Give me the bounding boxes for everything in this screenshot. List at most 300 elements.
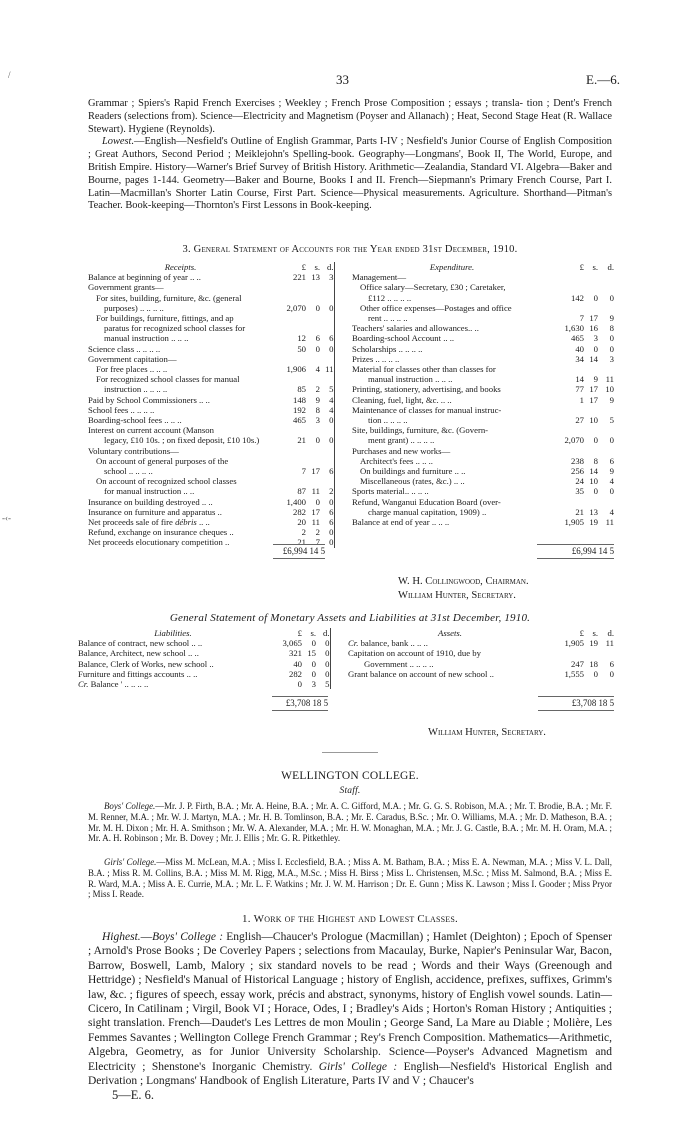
rule [273, 544, 325, 545]
row-label: Refund, exchange on insurance cheques .. [88, 527, 234, 538]
amount-s: 7 [315, 537, 320, 548]
amount-l [552, 497, 584, 507]
amount-l [273, 282, 306, 292]
amount-d [320, 456, 334, 466]
row-label: Voluntary contributions— [88, 445, 179, 456]
amount-l: 40 [293, 658, 302, 669]
account-row [352, 272, 614, 282]
amount-s: 14 [589, 353, 598, 364]
amount-d: 11 [605, 374, 614, 385]
amount-s: 0 [593, 435, 598, 446]
row-label: Interest on current account (Manson [88, 425, 214, 436]
row-label: Government .. .. .. .. [364, 658, 434, 669]
amount-s [306, 476, 320, 486]
amount-l: 1,906 [286, 364, 306, 375]
amount-s: 0 [311, 668, 316, 679]
row-label: On account of recognized school classes [96, 476, 237, 487]
row-label: rent .. .. .. .. [368, 313, 408, 324]
amount-s: 2 [315, 527, 320, 538]
amount-l: 85 [297, 384, 306, 395]
chairman-signature: W. H. Collingwood, Chairman. [398, 576, 529, 587]
amount-l: 14 [575, 374, 584, 385]
account-row [88, 527, 350, 537]
row-label: School fees .. .. .. .. [88, 404, 155, 415]
amount-l: 21 [297, 435, 306, 446]
amount-d: 11 [320, 364, 334, 374]
amount-s: 11 [311, 517, 320, 528]
amount-d [598, 272, 614, 282]
row-label: tion .. .. .. .. [368, 415, 408, 426]
amount-l: 50 [297, 343, 306, 354]
amount-l [273, 425, 306, 435]
row-label: Cr. balance, bank .. .. .. [348, 638, 428, 649]
amount-s [306, 323, 320, 333]
amount-s [584, 446, 598, 456]
amount-s [584, 364, 598, 374]
amount-d [598, 648, 614, 658]
amount-l: 142 [570, 292, 584, 303]
row-label: On account of general purposes of the [96, 455, 229, 466]
amount-d [320, 354, 334, 364]
amount-l [552, 303, 584, 313]
amount-l: 1,905 [564, 638, 584, 649]
amount-d: 6 [320, 507, 334, 517]
amount-l [552, 282, 584, 292]
amount-s: 0 [593, 343, 598, 354]
amount-d [320, 323, 334, 333]
amount-l [552, 405, 584, 415]
amount-l: 1,400 [286, 496, 306, 507]
amount-d: 4 [609, 506, 614, 517]
amount-d: 0 [316, 659, 330, 669]
margin-mark: -‹- [2, 513, 11, 523]
account-row [88, 466, 350, 476]
girls-staff: Girls' College.—Miss M. McLean, M.A. ; Miss I. Ecclesfield, B.A. ; Miss A. M. Batham, B.A. ; Miss E. A. Newman, M.A. ; Miss V. L. Dall, B.A. ; Miss R. M. Collins, B.A. ; Miss M. M. Rigg, M.A., M.Sc. ; Miss H. Birss ; Miss L. Christensen, M.Sc. ; Miss M. Salmond, B.A. ; Miss E. R. Ward, M.A. ; Miss A. E. Currie, M.A. ; Mr. L. F. Watkins ; Mr. J. W. M. Harrison ; Dr. E. Gunn ; Miss K. Lawson ; Miss I. Gooder ; Miss Pryor ; Miss I. Reade. [88, 857, 612, 900]
account-row [88, 323, 350, 333]
account-row [352, 497, 614, 507]
row-label: ment grant) .. .. .. .. [368, 435, 435, 446]
row-label: manual instruction .. .. .. [368, 374, 453, 385]
row-label: Government capitation— [88, 353, 177, 364]
amount-s: 10 [589, 476, 598, 487]
amount-l: 2,070 [286, 302, 306, 313]
amount-s: 13 [311, 272, 320, 283]
account-row [88, 446, 350, 456]
amount-d: 11 [605, 517, 614, 528]
amount-l [273, 446, 306, 456]
account-row [88, 354, 350, 364]
amount-s: 6 [315, 333, 320, 344]
amount-s: 14 [589, 466, 598, 477]
account-row [88, 313, 350, 323]
amount-l: 24 [575, 476, 584, 487]
row-label: Boarding-school Account .. .. [352, 333, 455, 344]
amount-s [306, 282, 320, 292]
amount-d: 9 [609, 313, 614, 324]
amount-d: 0 [320, 527, 334, 537]
account-row [352, 313, 614, 323]
account-row [352, 354, 614, 364]
boys-staff: Boys' College.—Mr. J. P. Firth, B.A. ; Mr. A. Heine, B.A. ; Mr. A. C. Gifford, M.A. ; Mr. G. G. S. Robison, M.A. ; Mr. T. Brodie, B.A. ; Mr. F. M. Renner, M.A. ; Mr. W. J. Martyn, M.A. ; Mr. H. B. Tomlinson, B.A. ; Mr. E. Caradus, B.Sc. ; Mr. O. Williams, M.A. ; Mr. D. Matheson, B.A. ; Mr. M. H. Dixon ; Mr. H. A. Smithson ; Mr. W. A. Alexander, M.A. ; Mr. H. W. Monaghan, M.A. ; Mr. J. G. Castle, B.A. ; Mr. M. H. Oram, M.A. ; Mr. A. H. Robinson ; Mr. B. Dovey ; Mr. J. Ellis ; Mr. G. R. Pitkethley. [88, 801, 612, 844]
row-label: Teachers' salaries and allowances.. .. [352, 323, 479, 334]
rule [537, 558, 614, 559]
account-row [352, 374, 614, 384]
amount-s: 0 [593, 668, 598, 679]
amount-l [273, 313, 306, 323]
row-label: Science class .. .. .. .. [88, 343, 161, 354]
account-row [352, 303, 614, 313]
amount-d [598, 282, 614, 292]
amount-d: 0 [609, 333, 614, 344]
amount-l: 2,070 [564, 435, 584, 446]
amount-d: 11 [605, 638, 614, 649]
amount-d: 0 [320, 497, 334, 507]
amount-s [306, 313, 320, 323]
amount-l [273, 354, 306, 364]
amount-d [320, 374, 334, 384]
amount-s: 0 [315, 302, 320, 313]
amount-d [320, 282, 334, 292]
amount-d: 4 [320, 395, 334, 405]
amount-s: 0 [311, 658, 316, 669]
amount-d: 6 [320, 466, 334, 476]
rule [272, 696, 328, 697]
row-label: Miscellaneous (rates, &c.) .. .. [360, 476, 465, 487]
row-label: Scholarships .. .. .. .. [352, 343, 423, 354]
account-row [352, 415, 614, 425]
row-label: school .. .. .. .. [104, 466, 153, 477]
amount-l: 20 [297, 517, 306, 528]
assets-total: £3,708 18 5 [571, 698, 614, 708]
amount-l [552, 446, 584, 456]
college-title: WELLINGTON COLLEGE. [281, 770, 419, 782]
amount-d: 0 [316, 638, 330, 648]
accounts-heading: 3. General Statement of Accounts for the Year ended 31st December, 1910. [182, 244, 518, 255]
account-row [352, 486, 614, 496]
amount-s: 15 [307, 648, 316, 659]
amount-l [552, 272, 584, 282]
amount-d: 6 [320, 517, 334, 527]
amount-d: 5 [316, 679, 330, 689]
row-label: Balance, Clerk of Works, new school .. [78, 658, 214, 669]
rule [537, 544, 614, 545]
rule [538, 696, 614, 697]
amount-d: 0 [609, 343, 614, 354]
account-row [88, 374, 350, 384]
amount-d: 0 [609, 435, 614, 446]
account-row [352, 344, 614, 354]
row-label: Insurance on furniture and apparatus .. [88, 506, 222, 517]
row-label: Net proceeds sale of fire débris .. .. [88, 517, 210, 528]
row-label: manual instruction .. .. .. [104, 333, 189, 344]
amount-d: 6 [609, 658, 614, 669]
amount-d: 0 [316, 648, 330, 658]
amount-s: 3 [311, 679, 316, 690]
expenditure-table: Expenditure. £ s. d. Management— Office salary—Secretary, £30 ; Caretaker, £112 .. .. .. .. 142 0 0 Other office expenses—Postages and office rent .. .. .. .. 7 17 9 Teachers' salaries and allowances.. .. 1,630 16 8 Boarding-school Account .. .. 465 3 0 Scholarships .. .. .. .. 40 0 0 Prizes .. .. .. .. 34 14 3 Material for classes other than classes for manual instruction .. .. .. 14 9 11 Printing, stationery, advertising, and books 77 17 10 Cleaning, fuel, light, &c. .. .. 1 17 9 Maintenance of classes for manual instruc- tion .. .. .. .. 27 10 5 Site, buildings, furniture, &c. (Govern- ment grant) .. .. .. .. 2,070 0 0 Purchases and new works— Architect's fees .. .. .. 238 8 6 On buildings and furniture .. .. 256 14 9 Miscellaneous (rates, &c.) .. .. 24 10 4 Sports material.. .. .. .. 35 0 0 Refund, Wanganui Education Board (over- charge manual capitation, 1909) .. 21 13 4 Balance at end of year .. .. .. 1,905 19 11 [352, 262, 614, 528]
account-row [88, 415, 350, 425]
amount-s: 3 [315, 415, 320, 426]
account-row [88, 272, 350, 282]
amount-d: 4 [320, 405, 334, 415]
row-label: On buildings and furniture .. .. [360, 466, 466, 477]
amount-s: 8 [593, 455, 598, 466]
amount-s [584, 272, 598, 282]
amount-s: 18 [589, 658, 598, 669]
row-label: Cleaning, fuel, light, &c. .. .. [352, 394, 452, 405]
amount-l: 27 [575, 415, 584, 426]
amount-s: 17 [589, 384, 598, 395]
account-row [88, 507, 350, 517]
amount-d: 4 [609, 476, 614, 487]
amount-s: 17 [311, 506, 320, 517]
account-row [348, 669, 614, 679]
amount-l: 35 [575, 486, 584, 497]
amount-s [306, 446, 320, 456]
amount-d: 0 [609, 668, 614, 679]
amount-s: 4 [315, 364, 320, 375]
account-row [352, 456, 614, 466]
amount-l: 7 [579, 313, 584, 324]
amount-s: 0 [315, 496, 320, 507]
row-label: legacy, £10 10s. ; on fixed deposit, £10 10s.) [104, 435, 260, 446]
row-label: Office salary—Secretary, £30 ; Caretaker, [360, 282, 506, 293]
amount-s: 9 [315, 394, 320, 405]
amount-d: 9 [609, 394, 614, 405]
amount-d: 0 [316, 669, 330, 679]
row-label: Boarding-school fees .. .. .. [88, 415, 182, 426]
row-label: £112 .. .. .. .. [368, 292, 412, 303]
row-label: instruction .. .. .. .. [104, 384, 168, 395]
amount-s [306, 456, 320, 466]
row-label: For buildings, furniture, fittings, and ap [96, 313, 234, 324]
row-label: Purchases and new works— [352, 445, 451, 456]
account-row [88, 425, 350, 435]
amount-d: 0 [609, 486, 614, 497]
row-label: Material for classes other than classes for [352, 364, 496, 375]
row-label: Refund, Wanganui Education Board (over- [352, 496, 501, 507]
account-row [88, 293, 350, 303]
amount-l: 7 [301, 466, 306, 477]
account-row [78, 648, 346, 658]
liabilities-table: Liabilities. £ s. d. Balance of contract, new school .. .. 3,065 0 0 Balance, Architect, new school .. .. 321 15 0 Balance, Clerk of Works, new school .. 40 0 0 Furniture and fittings accounts .. .. 282 0 0 Cr. Balance ' .. .. .. .. 0 3 5 [78, 628, 346, 689]
account-row [88, 384, 350, 394]
account-row [352, 384, 614, 394]
assets-heading: General Statement of Monetary Assets and Liabilities at 31st December, 1910. [169, 612, 531, 624]
page-footer: 5—E. 6. [112, 1088, 155, 1102]
account-row [352, 466, 614, 476]
rule [538, 710, 614, 711]
amount-l: 148 [292, 394, 306, 405]
amount-s: 0 [593, 292, 598, 303]
account-row [78, 638, 346, 648]
account-row [88, 395, 350, 405]
row-label: Balance at end of year .. .. .. [352, 517, 450, 528]
amount-s: 3 [593, 333, 598, 344]
row-label: Government grants— [88, 282, 164, 293]
account-row [88, 303, 350, 313]
amount-s: 2 [315, 384, 320, 395]
account-row [352, 395, 614, 405]
amount-d [598, 303, 614, 313]
amount-d [598, 405, 614, 415]
account-row [352, 282, 614, 292]
amount-d [598, 497, 614, 507]
amount-d: 9 [609, 466, 614, 477]
margin-mark: / [8, 70, 11, 80]
row-label: Furniture and fittings accounts .. .. [78, 668, 198, 679]
row-label: Grant balance on account of new school .. [348, 668, 494, 679]
account-row [88, 344, 350, 354]
amount-s [306, 293, 320, 303]
amount-l: 1,555 [564, 668, 584, 679]
amount-d [598, 446, 614, 456]
amount-l [273, 456, 306, 466]
amount-s [584, 405, 598, 415]
row-label: For sites, building, furniture, &c. (general [96, 292, 242, 303]
amount-s: 17 [589, 394, 598, 405]
amount-d: 5 [320, 384, 334, 394]
account-row [352, 333, 614, 343]
staff-label: Staff. [339, 786, 361, 796]
amount-d: 6 [609, 455, 614, 466]
row-label: For recognized school classes for manual [96, 374, 240, 385]
amount-s [584, 497, 598, 507]
amount-d [320, 476, 334, 486]
lowest-label: Lowest. [102, 136, 135, 148]
amount-l [273, 476, 306, 486]
amount-s [584, 648, 598, 658]
account-row [352, 476, 614, 486]
amount-s [306, 425, 320, 435]
amount-l: 1 [579, 394, 584, 405]
rule [272, 710, 328, 711]
account-row [78, 669, 346, 679]
amount-s: 19 [589, 517, 598, 528]
amount-s: 0 [315, 343, 320, 354]
amount-s: 8 [315, 404, 320, 415]
amount-d [320, 425, 334, 435]
amount-l [273, 293, 306, 303]
account-row [88, 282, 350, 292]
amount-s: 0 [315, 435, 320, 446]
account-row [352, 446, 614, 456]
row-label: Capitation on account of 1910, due by [348, 648, 481, 659]
account-row [88, 456, 350, 466]
row-label: Paid by School Commissioners .. .. [88, 394, 210, 405]
amount-l: 465 [570, 333, 584, 344]
row-label: Architect's fees .. .. .. [360, 455, 433, 466]
amount-s [306, 354, 320, 364]
amount-s: 0 [311, 638, 316, 649]
row-label: charge manual capitation, 1909) .. [368, 506, 487, 517]
amount-d: 3 [609, 353, 614, 364]
amount-l [273, 323, 306, 333]
amount-l: 256 [570, 466, 584, 477]
amount-l: 321 [288, 648, 302, 659]
account-row [88, 364, 350, 374]
account-row [88, 435, 350, 445]
amount-d: 8 [609, 323, 614, 334]
liabilities-total: £3,708 18 5 [285, 698, 328, 708]
amount-d: 3 [320, 272, 334, 282]
amount-l: 34 [575, 353, 584, 364]
account-row [88, 333, 350, 343]
amount-l: 282 [288, 668, 302, 679]
account-row [88, 517, 350, 527]
amount-d: 2 [320, 486, 334, 496]
page-header [0, 72, 700, 88]
amount-s: 10 [589, 415, 598, 426]
account-row [352, 507, 614, 517]
row-label: Other office expenses—Postages and office [360, 302, 512, 313]
row-label: Balance at beginning of year .. .. [88, 272, 201, 283]
amount-d: 0 [320, 415, 334, 425]
work-heading: 1. Work of the Highest and Lowest Classes. [242, 913, 458, 925]
amount-l: 12 [297, 333, 306, 344]
top-paragraph: Grammar ; Spiers's Rapid French Exercises ; Weekley ; French Prose Composition ; essays ; transla- tion ; Dent's French Readers (selections from). Science—Electricity and Magnetism (Poyser and Allanach) ; Heat, Second Stage Heat (R. Wallace Stewart). Hygiene (Reynolds). Lowest.—English—Nesfield's Outline of English Grammar, Parts I-IV ; Nesfield's Junior Course of English Composition ; Great Authors, Second Period ; Meiklejohn's Spelling-book. Geography—Longmans', Book II, The World, Europe, and British Empire. History—Warner's Brief Survey of British History. Arithmetic—Zealandia, Standard VI. Algebra—Baker and Bourne, pages 1-144. Geometry—Baker and Bourne, Books I and II. French—Siepmann's Primary French Course, Part I. Latin—Macmillan's Shorter Latin Course, First Part. Science—Physical measurements. Agriculture. Shorthand—Pitman's Teacher. Book-keeping—Thornton's First Lessons in Book-keeping. [88, 98, 612, 212]
row-label: Balance, Architect, new school .. .. [78, 648, 199, 659]
account-row [352, 364, 614, 374]
amount-l: 87 [297, 486, 306, 497]
row-label: Sports material.. .. .. .. [352, 486, 429, 497]
amount-l: 221 [292, 272, 306, 283]
account-row [352, 425, 614, 435]
amount-l: 465 [292, 415, 306, 426]
section-rule [322, 752, 378, 753]
assets-table: Assets. £ s. d. Cr. balance, bank .. .. .. 1,905 19 11 Capitation on account of 1910, due by Government .. .. .. .. 247 18 6 Grant balance on account of new school .. 1,555 0 0 [348, 628, 614, 679]
account-row [88, 405, 350, 415]
account-row [88, 497, 350, 507]
row-label: For free places .. .. .. [96, 364, 168, 375]
secretary-signature: William Hunter, Secretary. [398, 590, 516, 601]
page-number: 33 [336, 72, 349, 87]
amount-l: 77 [575, 384, 584, 395]
row-label: for manual instruction .. .. [104, 486, 195, 497]
row-label: paratus for recognized school classes for [104, 323, 246, 334]
amount-l [552, 364, 584, 374]
account-row [352, 293, 614, 303]
account-row [352, 323, 614, 333]
row-label: Insurance on building destroyed .. .. [88, 496, 213, 507]
account-row [348, 659, 614, 669]
amount-d: 0 [320, 303, 334, 313]
amount-l [273, 374, 306, 384]
account-row [348, 638, 614, 648]
row-label: Prizes .. .. .. .. [352, 353, 400, 364]
amount-l [552, 648, 584, 658]
amount-s: 17 [311, 466, 320, 477]
amount-l: 1,630 [564, 323, 584, 334]
amount-s [584, 425, 598, 435]
amount-l: 0 [297, 679, 302, 690]
row-label: Net proceeds elocutionary competition .. [88, 537, 230, 548]
account-row [78, 679, 346, 689]
amount-d: 10 [605, 384, 614, 395]
amount-s: 0 [593, 486, 598, 497]
receipts-table: Receipts. £ s. d. Balance at beginning of year .. .. 221 13 3 Government grants— For sites, building, furniture, &c. (general purposes) .. .. .. .. 2,070 0 0 For buildings, furniture, fittings, and ap paratus for recognized school classes for manual instruction .. .. .. 12 6 6 Science class .. .. .. .. 50 0 0 Government capitation— For free places .. .. .. 1,906 4 11 For recognized school classes for manual instruction .. .. .. .. 85 2 5 Paid by School Commissioners .. .. 148 9 4 School fees .. .. .. .. 192 8 4 Boarding-school fees .. .. .. 465 3 0 Interest on current account (Manson legacy, £10 10s. ; on fixed deposit, £10 10s.) 21 0 0 Voluntary contributions— On account of general purposes of the school .. .. .. .. 7 17 6 On account of recognized school classes for manual instruction .. .. 87 11 2 Insurance on building destroyed .. .. 1,400 0 0 Insurance on furniture and apparatus .. 282 17 6 Net proceeds sale of fire débris .. .. 20 11 6 Refund, exchange on insurance cheques .. 2 2 0 Net proceeds elocutionary competition .. 21 7 0 [88, 262, 350, 548]
row-label: purposes) .. .. .. .. [104, 302, 164, 313]
row-label: Maintenance of classes for manual instruc- [352, 404, 502, 415]
amount-d [598, 364, 614, 374]
amount-d: 0 [320, 537, 334, 547]
row-label: Balance of contract, new school .. .. [78, 638, 203, 649]
amount-d [320, 313, 334, 323]
amount-s: 19 [589, 638, 598, 649]
account-row [348, 648, 614, 658]
amount-l: 247 [570, 658, 584, 669]
amount-l: 238 [570, 455, 584, 466]
account-row [88, 476, 350, 486]
